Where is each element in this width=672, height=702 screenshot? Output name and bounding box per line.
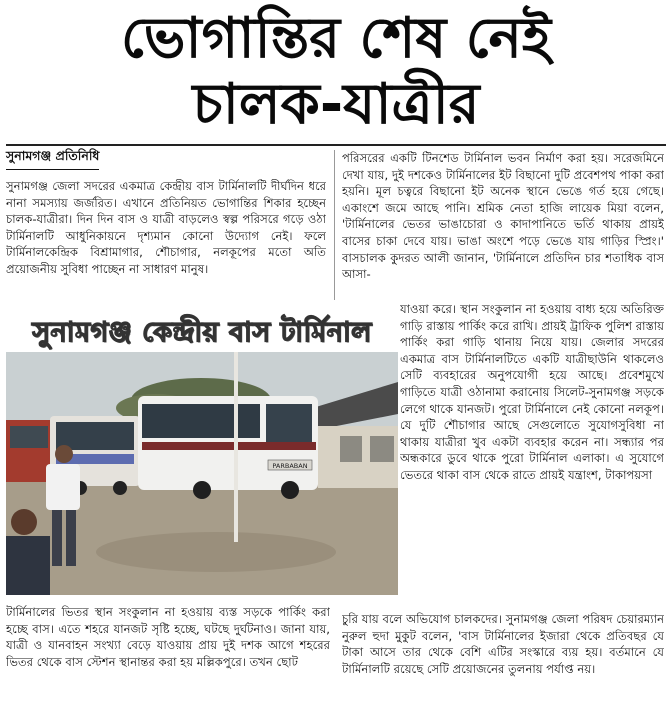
article-column-left	[6, 178, 326, 308]
paragraph-right-bottom: চুরি যায় বলে অভিযোগ চালকদের। সুনামগঞ্জ জেলা পরিষদ চেয়ারম্যান নুরুল হুদা মুকুট বলেন, 'বাস টার্মিনালের ইজারা থেকে প্রতিবছর যে টাকা আসে তার থেকে বেশি এটির সংস্কারে ব্যয় হয়। বর্তমানে যে টার্মিনালটি রয়েছে সেটি প্রয়োজনের তুলনায় পর্যাপ্ত নয়।	[342, 612, 664, 676]
paragraph-right-top: পরিসরের একটি টিনশেড টার্মিনাল ভবন নির্মাণ করা হয়। সরেজমিনে দেখা যায়, দুই দশকেও টার্মিনালের ইট বিছানো দুটি প্রবেশপথ পাকা করা হয়নি। মূল চত্বরে বিছানো ইট অনেক স্থানে ভেঙে গর্ত হয়ে গেছে। একাংশে জমে আছে পানি। শ্রমিক নেতা হাজি লায়েক মিয়া বলেন, 'টার্মিনালের ভেতর ভাঙাচোরা ও কাদাপানিতে ভর্তি থাকায় প্রায়ই বাসের চাকা দেবে যায়। ভাঙা অংশে পড়ে ভেঙে যায় গাড়ির স্প্রিং।' বাসচালক কুদরত আলী জানান, 'টার্মিনালে প্রতিদিন চার শতাধিক বাস আসা-	[342, 151, 664, 282]
article-column-right-top	[342, 150, 664, 302]
article-column-bottom-left	[6, 604, 330, 698]
article-column-right-middle	[400, 301, 664, 615]
paragraph-bottom-left: টার্মিনালের ভিতর স্থান সংকুলান না হওয়ায় ব্যস্ত সড়কে পার্কিং করা হচ্ছে বাস। এতে শহরে যানজট সৃষ্টি হচ্ছে, ঘটছে দুর্ঘটনাও। জানা যায়, যাত্রী ও যানবাহন সংখ্যা বেড়ে যাওয়ায় প্রায় দুই দশক আগে শহরের ভিতর থেকে বাস স্টেশন স্থানান্তর করা হয় মল্লিকপুরে। তখন ছোট	[6, 605, 330, 669]
bus-terminal-photo-illustration	[6, 352, 398, 595]
headline-line-1: ভোগান্তির শেষ নেই	[120, 6, 552, 71]
column-divider	[334, 150, 335, 300]
headline-rule	[6, 144, 666, 146]
byline: সুনামগঞ্জ প্রতিনিধি	[6, 148, 99, 170]
article-column-right-bottom	[342, 611, 664, 701]
paragraph-right-middle: যাওয়া করে। স্থান সংকুলান না হওয়ায় বাধ্য হয়ে অতিরিক্ত গাড়ি রাস্তায় পার্কিং করে রাখি। প্রায়ই ট্রাফিক পুলিশ রাস্তায় পার্কিং করা গাড়ি থানায় নিয়ে যায়। জেলার সদরের একমাত্র বাস টার্মিনালটিতে একটি যাত্রীছাউনি থাকলেও সেটি ব্যবহারের অনুপযোগী হয়ে আছে। প্রবেশমুখে গাড়িতে যাত্রী ওঠানামা করানোয় সিলেট-সুনামগঞ্জ সড়কে লেগে থাকে যানজট। পুরো টার্মিনালে নেই কোনো নলকূপ। যে দুটি শৌচাগার আছে সেগুলোতে সুযোগসুবিধা না থাকায় যাত্রীরা খুব একটা ব্যবহার করেন না। সন্ধ্যার পর অন্ধকারে ডুবে থাকে পুরো টার্মিনাল এলাকা। এ সুযোগে ভেতরে থাকা বাস থেকে রাতে প্রায়ই যন্ত্রাংশ, টাকাপয়সা	[400, 302, 664, 482]
photo-caption: সুনামগঞ্জ কেন্দ্রীয় বাস টার্মিনাল	[32, 317, 372, 348]
bus-terminal-photo	[6, 352, 398, 595]
bus-sign-text: PARBABAN	[272, 462, 308, 470]
headline-line-2: চালক-যাত্রীর	[192, 72, 480, 137]
headline	[0, 6, 672, 138]
paragraph-intro: সুনামগঞ্জ জেলা সদরের একমাত্র কেন্দ্রীয় বাস টার্মিনালটি দীর্ঘদিন ধরে নানা সমস্যায় জর্জরিত। এখানে প্রতিনিয়ত ভোগান্তির শিকার হচ্ছেন চালক-যাত্রীরা। দিন দিন বাস ও যাত্রী বাড়লেও স্বল্প পরিসরে গড়ে ওঠা টার্মিনালটি আধুনিকায়নে দৃশ্যমান কোনো উদ্যোগ নেই। ফলে টার্মিনালকেন্দ্রিক বিশ্রামাগার, শৌচাগার, নলকূপের মতো অতি প্রয়োজনীয় সুবিধা পাচ্ছেন না সাধারণ মানুষ।	[6, 179, 326, 276]
